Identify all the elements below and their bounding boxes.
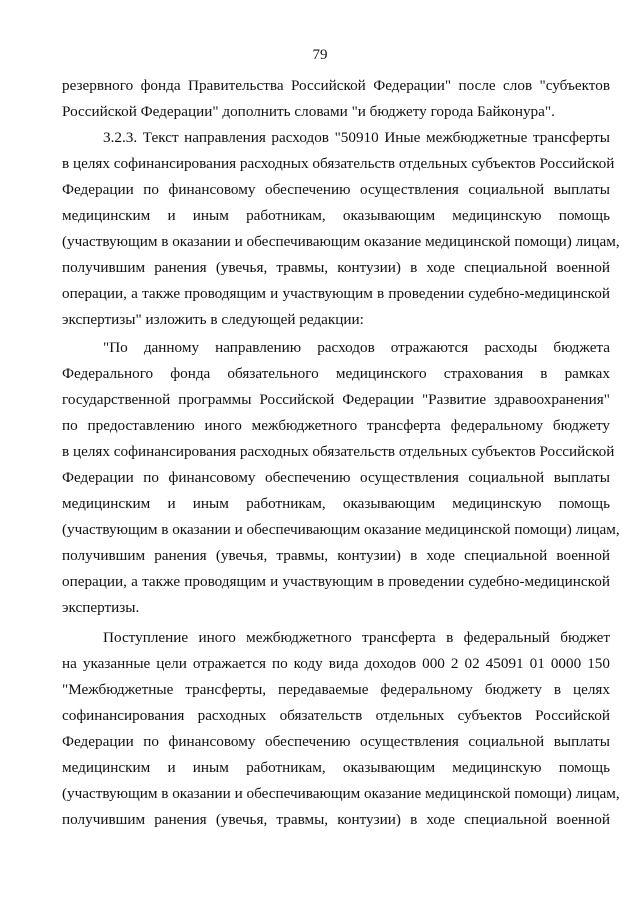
text-line: Российской Федерации" дополнить словами "и бюджету города Байконура". bbox=[62, 103, 555, 120]
text-line: медицинским и иным работникам, оказывающим медицинскую помощь bbox=[62, 495, 610, 512]
text-line: государственной программы Российской Федерации "Развитие здравоохранения" bbox=[62, 391, 610, 408]
text-line: получившим ранения (увечья, травмы, контузии) в ходе специальной военной bbox=[62, 547, 610, 564]
text-line: Федерации по финансовому обеспечению осуществления социальной выплаты bbox=[62, 733, 610, 750]
text-line: Федерации по финансовому обеспечению осуществления социальной выплаты bbox=[62, 469, 610, 486]
text-line: медицинским и иным работникам, оказывающим медицинскую помощь bbox=[62, 207, 610, 224]
text-line: экспертизы. bbox=[62, 599, 140, 616]
text-line: в целях софинансирования расходных обязательств отдельных субъектов Российской bbox=[62, 155, 615, 172]
text-line: софинансирования расходных обязательств отдельных субъектов Российской bbox=[62, 707, 610, 724]
text-line: в целях софинансирования расходных обязательств отдельных субъектов Российской bbox=[62, 443, 615, 460]
text-line: медицинским и иным работникам, оказывающим медицинскую помощь bbox=[62, 759, 610, 776]
text-line: получившим ранения (увечья, травмы, контузии) в ходе специальной военной bbox=[62, 811, 610, 828]
text-line: "Межбюджетные трансферты, передаваемые федеральному бюджету в целях bbox=[62, 681, 610, 698]
text-line: Федерального фонда обязательного медицинского страхования в рамках bbox=[62, 365, 610, 382]
text-line: "По данному направлению расходов отражаются расходы бюджета bbox=[103, 339, 610, 356]
text-line: по предоставлению иного межбюджетного трансферта федеральному бюджету bbox=[62, 417, 610, 434]
text-line: Поступление иного межбюджетного трансферта в федеральный бюджет bbox=[103, 629, 610, 646]
text-line: получившим ранения (увечья, травмы, контузии) в ходе специальной военной bbox=[62, 259, 610, 276]
text-line: операции, а также проводящим и участвующим в проведении судебно-медицинской bbox=[62, 285, 610, 302]
text-line: на указанные цели отражается по коду вида доходов 000 2 02 45091 01 0000 150 bbox=[62, 655, 610, 672]
text-line: резервного фонда Правительства Российской Федерации" после слов "субъектов bbox=[62, 77, 610, 94]
text-line: Федерации по финансовому обеспечению осуществления социальной выплаты bbox=[62, 181, 610, 198]
text-line: операции, а также проводящим и участвующим в проведении судебно-медицинской bbox=[62, 573, 610, 590]
text-line: (участвующим в оказании и обеспечивающим оказание медицинской помощи) лицам, bbox=[62, 521, 620, 538]
text-line: 3.2.3. Текст направления расходов "50910 Иные межбюджетные трансферты bbox=[103, 129, 610, 146]
text-line: (участвующим в оказании и обеспечивающим оказание медицинской помощи) лицам, bbox=[62, 785, 620, 802]
text-line: экспертизы" изложить в следующей редакции: bbox=[62, 311, 364, 328]
text-line: (участвующим в оказании и обеспечивающим оказание медицинской помощи) лицам, bbox=[62, 233, 620, 250]
page-number: 79 bbox=[312, 47, 328, 63]
